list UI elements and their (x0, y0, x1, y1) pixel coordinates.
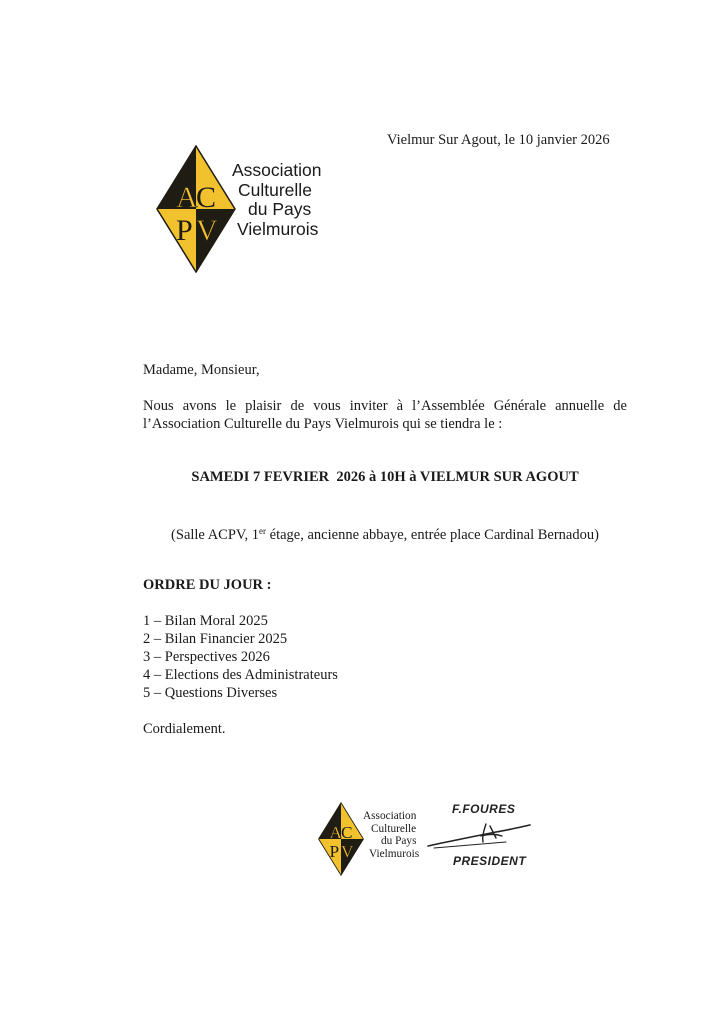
logo-letter-c: C (196, 181, 217, 214)
logo-letter-a: A (329, 822, 342, 842)
agenda-item: 5 – Questions Diverses (143, 685, 278, 701)
logo-letter-c: C (341, 822, 353, 842)
association-logo-small (318, 802, 424, 876)
logo-line: Vielmurois (369, 847, 420, 860)
closing: Cordialement. (143, 721, 226, 737)
agenda-title: ORDRE DU JOUR : (143, 577, 272, 593)
logo-letter-a: A (176, 181, 198, 214)
place-date: Vielmur Sur Agout, le 10 janvier 2026 (387, 132, 610, 148)
logo-line: Association (232, 160, 322, 180)
diamond-emblem-icon (318, 802, 364, 876)
venue-details (143, 522, 627, 544)
signatory-name: F.FOURES (452, 802, 516, 816)
diamond-emblem-icon (156, 145, 236, 273)
event-announcement: SAMEDI 7 FEVRIER 2026 à 10H à VIELMUR SUR AGOUT (191, 469, 579, 485)
logo-line: Vielmurois (237, 218, 319, 239)
intro-line: Nous avons le plaisir de vous inviter à l’Assemblée Générale annuelle de (143, 398, 627, 414)
logo-line: Association (363, 810, 417, 822)
handwritten-signature (426, 812, 532, 856)
venue-text: (Salle ACPV, 1 (171, 527, 260, 543)
logo-line: Culturelle (371, 822, 417, 835)
association-logo (156, 145, 332, 273)
agenda-item: 2 – Bilan Financier 2025 (143, 631, 288, 647)
logo-wordmark (228, 161, 322, 239)
logo-letter-v: V (196, 214, 218, 247)
logo-line: du Pays (381, 835, 417, 848)
intro-line: l’Association Culturelle du Pays Vielmurois qui se tiendra le : (143, 416, 503, 432)
logo-line: Culturelle (238, 179, 312, 200)
intro-paragraph (143, 397, 627, 433)
agenda-item: 4 – Elections des Administrateurs (143, 667, 338, 683)
logo-wordmark (361, 810, 419, 861)
signatory-title: PRESIDENT (453, 854, 527, 868)
venue-superscript: er (259, 526, 267, 536)
logo-letter-p: P (176, 214, 193, 247)
agenda-item: 1 – Bilan Moral 2025 (143, 613, 268, 629)
logo-letter-p: P (329, 841, 340, 861)
logo-letter-v: V (341, 841, 354, 861)
agenda-list (143, 612, 338, 702)
logo-line: du Pays (248, 199, 312, 220)
salutation: Madame, Monsieur, (143, 362, 260, 378)
venue-text: étage, ancienne abbaye, entrée place Cardinal Bernadou) (266, 527, 599, 543)
agenda-item: 3 – Perspectives 2026 (143, 649, 270, 665)
